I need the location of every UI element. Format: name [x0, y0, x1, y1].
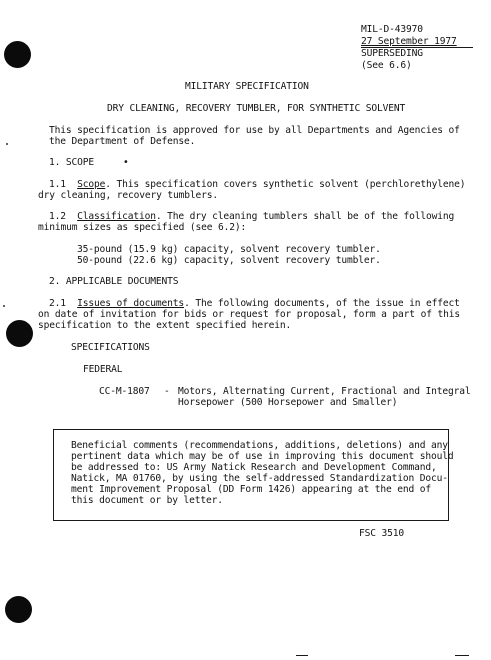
section-2-heading: 2. APPLICABLE DOCUMENTS [49, 276, 179, 287]
paragraph-number: 2.1 [49, 298, 66, 309]
reference-dash: - [164, 386, 170, 397]
punch-hole-top [4, 41, 31, 68]
spec-subject-title: DRY CLEANING, RECOVERY TUMBLER, FOR SYNTHETIC SOLVENT [107, 103, 406, 114]
paragraph-2-1-line-3: specification to the extent specified herein. [38, 320, 292, 331]
paragraph-text: . The dry cleaning tumblers shall be of the following [155, 211, 455, 222]
punch-hole-bottom [5, 596, 32, 623]
scan-edge-mark [455, 655, 469, 656]
notice-line: ment Improvement Proposal (DD Form 1426) appearing at the end of [71, 484, 432, 495]
paragraph-2-1-line-2: on date of invitation for bids or request for proposal, form a part of this [38, 309, 460, 320]
document-number: MIL-D-43970 [361, 24, 423, 35]
notice-line: Beneficial comments (recommendations, additions, deletions) and any [71, 440, 448, 451]
paragraph-1-2-line-2: minimum sizes as specified (see 6.2): [38, 222, 247, 233]
paragraph-1-1-line-2: dry cleaning, recovery tumblers. [38, 190, 219, 201]
stray-mark: • [123, 157, 129, 168]
paragraph-title: Issues of documents [77, 298, 185, 309]
notice-line: this document or by letter. [71, 495, 223, 506]
reference-title-line-2: Horsepower (500 Horsepower and Smaller) [178, 397, 398, 408]
scan-speck [3, 305, 5, 307]
specifications-heading: SPECIFICATIONS [71, 342, 150, 353]
scan-speck [6, 143, 8, 145]
paragraph-text: . The following documents, of the issue in effect [184, 298, 460, 309]
paragraph-title: Scope [77, 179, 106, 190]
size-item: 50-pound (22.6 kg) capacity, solvent recovery tumbler. [77, 255, 381, 266]
paragraph-text: . This specification covers synthetic solvent (perchlorethylene) [105, 179, 466, 190]
notice-line: Natick, MA 01760, by using the self-addressed Standardization Docu- [71, 473, 448, 484]
paragraph-number: 1.2 [49, 211, 66, 222]
paragraph-number: 1.1 [49, 179, 66, 190]
approval-line-2: the Department of Defense. [49, 136, 196, 147]
scan-edge-mark [296, 655, 308, 656]
fsc-code: FSC 3510 [359, 528, 405, 539]
size-item: 35-pound (15.9 kg) capacity, solvent recovery tumbler. [77, 244, 381, 255]
reference-title-line-1: Motors, Alternating Current, Fractional and Integral [178, 386, 471, 397]
see-note: (See 6.6) [361, 60, 412, 71]
federal-heading: FEDERAL [83, 364, 123, 375]
notice-line: pertinent data which may be of use in improving this document should [71, 451, 454, 462]
section-1-heading: 1. SCOPE [49, 157, 95, 168]
notice-line: be addressed to: US Army Natick Research and Development Command, [71, 462, 437, 473]
punch-hole-middle [6, 320, 33, 347]
reference-id: CC-M-1807 [99, 386, 150, 397]
superseding-label: SUPERSEDING [361, 48, 423, 59]
document-date: 27 September 1977 [361, 36, 457, 47]
spec-type-title: MILITARY SPECIFICATION [185, 81, 309, 92]
approval-line-1: This specification is approved for use by all Departments and Agencies of [49, 125, 460, 136]
paragraph-title: Classification [77, 211, 156, 222]
